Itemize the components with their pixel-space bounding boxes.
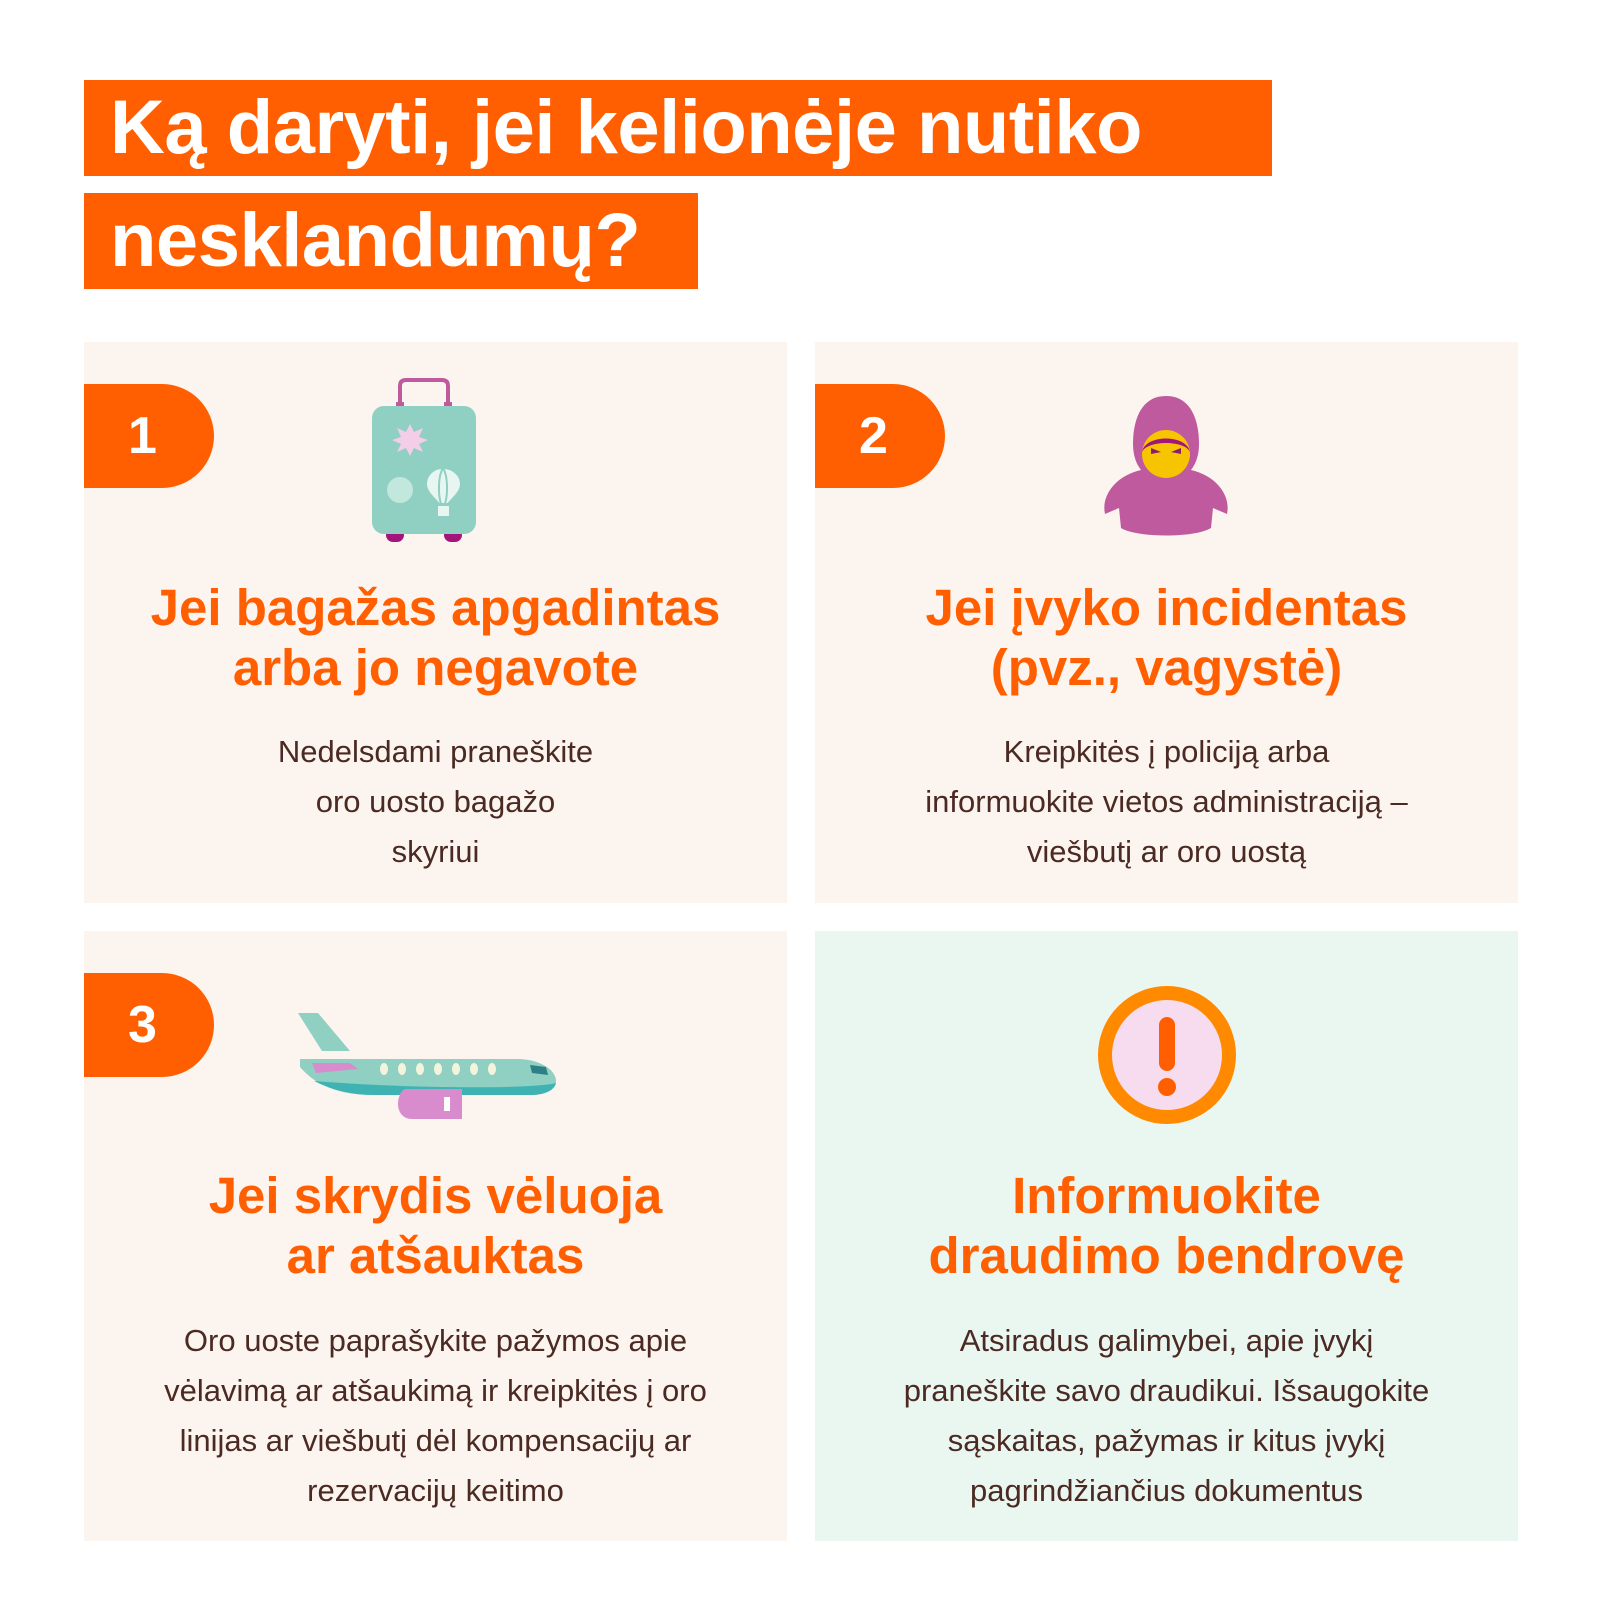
- exclamation-icon: [1097, 985, 1237, 1125]
- card-text: Kreipkitės į policiją arba informuokite vietos administraciją – viešbutį ar oro uostą: [925, 734, 1408, 869]
- airplane-icon: [294, 1011, 564, 1123]
- page-title-line-1: Ką daryti, jei kelionėje nutiko: [84, 80, 1272, 176]
- card-heading: Jei skrydis vėluoja ar atšauktas: [208, 1167, 663, 1284]
- step-number-badge: 2: [815, 384, 945, 488]
- step-number-badge: 1: [84, 384, 214, 488]
- page-title-line-2: nesklandumų?: [84, 193, 698, 289]
- card-flight-delay: [84, 931, 787, 1541]
- card-text: Oro uoste paprašykite pažymos apie vėlavimą ar atšaukimą ir kreipkitės į oro linijas ar viešbutį dėl kompensacijų ar rezervacijų keitimo: [164, 1323, 707, 1508]
- card-incident: [815, 342, 1518, 903]
- suitcase-icon: [368, 376, 480, 546]
- card-heading: Jei bagažas apgadintas arba jo negavote: [150, 579, 721, 696]
- card-text: Atsiradus galimybei, apie įvykį praneškite savo draudikui. Išsaugokite sąskaitas, pažymas ir kitus įvykį pagrindžiančius dokumentus: [903, 1323, 1430, 1508]
- card-baggage: [84, 342, 787, 903]
- card-heading: Informuokite draudimo bendrovę: [928, 1167, 1405, 1284]
- card-insurance: [815, 931, 1518, 1541]
- card-heading: Jei įvyko incidentas (pvz., vagystė): [925, 579, 1408, 696]
- step-number-badge: 3: [84, 973, 214, 1077]
- card-text: Nedelsdami praneškite oro uosto bagažo skyriui: [277, 734, 594, 869]
- thief-icon: [1095, 392, 1237, 540]
